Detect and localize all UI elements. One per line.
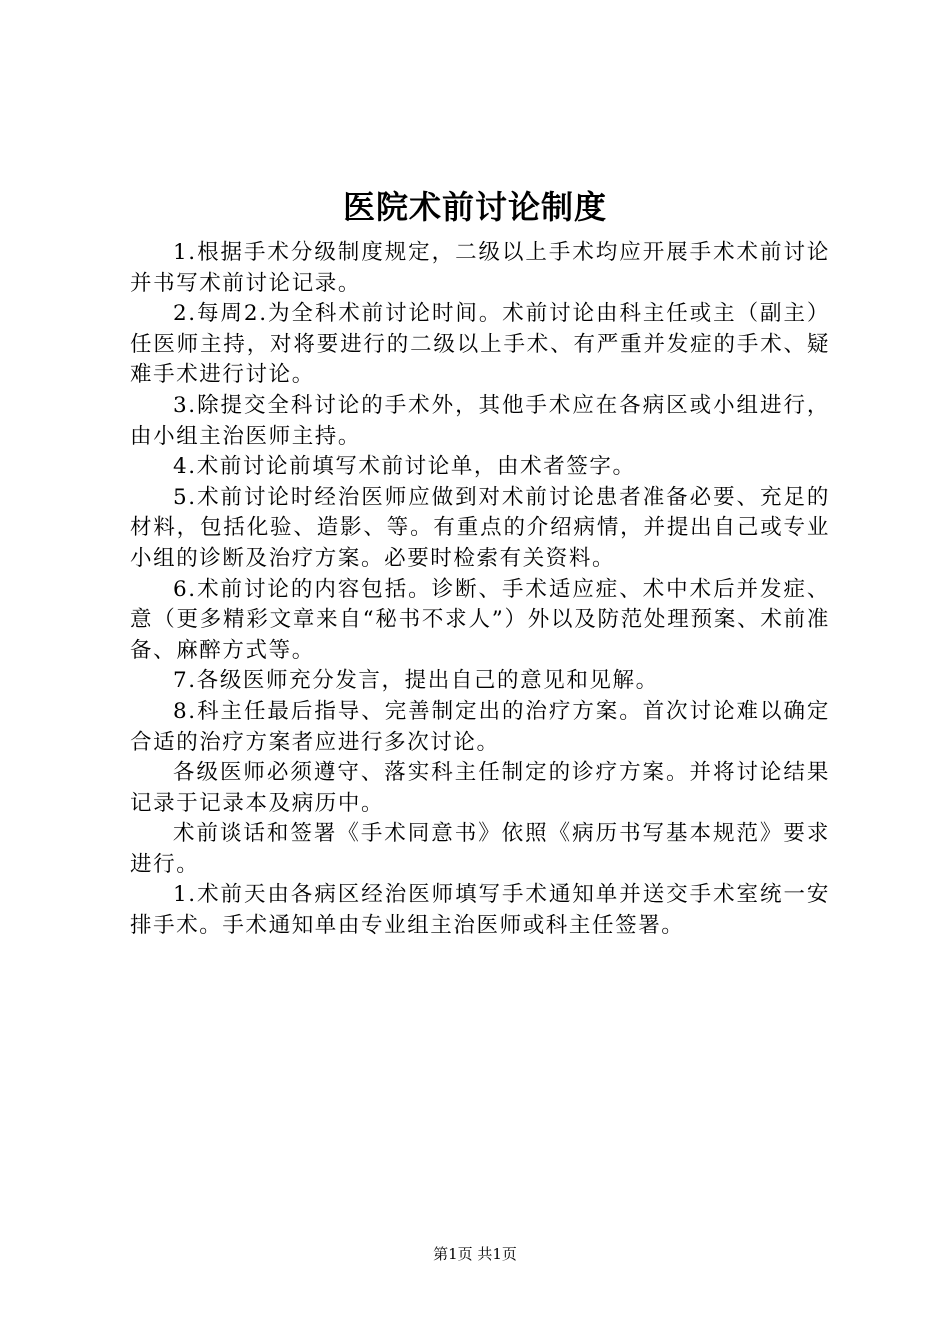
paragraph-1: 1.根据手术分级制度规定，二级以上手术均应开展手术术前讨论并书写术前讨论记录。: [130, 240, 830, 296]
paragraph-10: 术前谈话和签署《手术同意书》依照《病历书写基本规范》要求进行。: [130, 821, 830, 877]
document-body: [130, 238, 830, 942]
paragraph-7: 7.各级医师充分发言，提出自己的意见和见解。: [173, 668, 659, 694]
paragraph-8: 8.科主任最后指导、完善制定出的治疗方案。首次讨论难以确定合适的治疗方案者应进行多次讨论。: [130, 698, 830, 755]
paragraph-3: 3.除提交全科讨论的手术外，其他手术应在各病区或小组进行，由小组主治医师主持。: [130, 392, 830, 449]
paragraph-11: 1.术前天由各病区经治医师填写手术通知单并送交手术室统一安排手术。手术通知单由专业组主治医师或科主任签署。: [130, 882, 830, 939]
paragraph-4: 4.术前讨论前填写术前讨论单，由术者签字。: [173, 454, 636, 480]
paragraph-6: 6.术前讨论的内容包括。诊断、手术适应症、术中术后并发症、意（更多精彩文章来自“秘书不求人”）外以及防范处理预案、术前准备、麻醉方式等。: [130, 576, 830, 663]
page-footer: 第1页 共1页: [433, 1245, 517, 1263]
paragraph-9: 各级医师必须遵守、落实科主任制定的诊疗方案。并将讨论结果记录于记录本及病历中。: [130, 760, 830, 816]
paragraph-2: 2.每周2.为全科术前讨论时间。术前讨论由科主任或主（副主）任医师主持，对将要进行的二级以上手术、有严重并发症的手术、疑难手术进行讨论。: [130, 301, 830, 388]
paragraph-5: 5.术前讨论时经治医师应做到对术前讨论患者准备必要、充足的材料，包括化验、造影、等。有重点的介绍病情，并提出自己或专业小组的诊断及治疗方案。必要时检索有关资料。: [130, 484, 830, 571]
document-title: 医院术前讨论制度: [342, 188, 607, 226]
